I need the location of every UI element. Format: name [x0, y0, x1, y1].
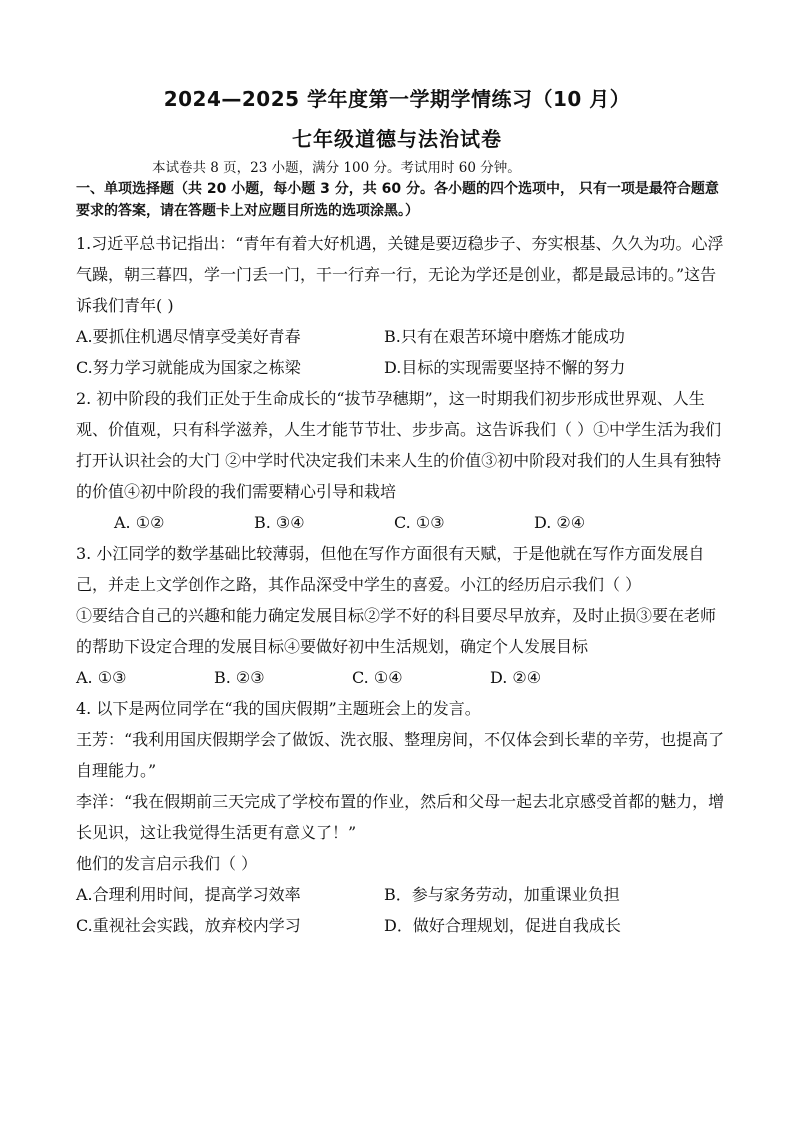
option-a: A.合理利用时间，提高学习效率 [76, 885, 301, 904]
option-c: C. ①④ [352, 668, 403, 687]
option-b: B. ②③ [214, 668, 265, 687]
question-stem: 3. 小江同学的数学基础比较薄弱，但他在写作方面很有天赋，于是他就在写作方面发展自己，并走上文学创作之路，其作品深受中学生的喜爱。小江的经历启示我们（ ） [76, 544, 705, 594]
option-row [76, 879, 726, 910]
option-d: D．做好合理规划，促进自我成长 [384, 916, 621, 935]
question-3 [76, 538, 726, 693]
option-b: B. ③④ [254, 513, 305, 532]
option-row [76, 321, 726, 352]
option-c: C.努力学习就能成为国家之栋梁 [76, 358, 301, 377]
question-quote-liyang: 李洋：“我在假期前三天完成了学校布置的作业，然后和父母一起去北京感受首都的魅力，增长见识，这让我觉得生活更有意义了！” [76, 792, 725, 842]
option-row [76, 507, 726, 538]
option-row [76, 352, 726, 383]
exam-title-line1: 2024—2025 学年度第一学期学情练习（10 月） [163, 87, 631, 111]
section-heading: 一、单项选择题（共 20 小题，每小题 3 分，共 60 分。各小题的四个选项中， 只有一项是最符合题意要求的答案，请在答题卡上对应题目所选的选项涂黑。） [76, 181, 719, 219]
option-d: D.目标的实现需要坚持不懈的努力 [384, 358, 626, 377]
option-b: B．参与家务劳动，加重课业负担 [384, 885, 620, 904]
question-prompt: 他们的发言启示我们（ ） [76, 854, 258, 873]
question-2 [76, 383, 726, 538]
option-c: C. ①③ [394, 513, 445, 532]
option-b: B.只有在艰苦环境中磨炼才能成功 [384, 327, 625, 346]
option-row [76, 910, 726, 941]
option-d: D. ②④ [490, 668, 542, 687]
option-row [76, 662, 726, 693]
question-statements: ①要结合自己的兴趣和能力确定发展目标②学不好的科目要尽早放弃，及时止损③要在老师的帮助下设定合理的发展目标④要做好初中生活规划，确定个人发展目标 [76, 606, 717, 656]
exam-title-line2: 七年级道德与法治试卷 [292, 127, 502, 151]
question-quote-wangfang: 王芳：“我利用国庆假期学会了做饭、洗衣服、整理房间，不仅体会到长辈的辛劳，也提高了自理能力。” [76, 730, 725, 780]
option-d: D. ②④ [534, 513, 586, 532]
option-a: A. ①② [114, 513, 165, 532]
question-stem: 2. 初中阶段的我们正处于生命成长的“拔节孕穗期”，这一时期我们初步形成世界观、人生观、价值观，只有科学滋养，人生才能节节壮、步步高。这告诉我们（ ）①中学生活为我们打开认识社会的大门 ②中学时代决定我们未来人生的价值③初中阶段对我们的人生具有独特的价值④初中阶段的我们需要精心引导和栽培 [76, 389, 722, 501]
option-c: C.重视社会实践，放弃校内学习 [76, 916, 301, 935]
option-a: A. ①③ [76, 668, 127, 687]
question-stem: 1.习近平总书记指出：“青年有着大好机遇，关键是要迈稳步子、夯实根基、久久为功。心浮气躁，朝三暮四，学一门丢一门，干一行弃一行，无论为学还是创业，都是最忌讳的。”这告诉我们青年( ) [76, 234, 724, 315]
questions [76, 228, 726, 941]
exam-meta: 本试卷共 8 页，23 小题，满分 100 分。考试用时 60 分钟。 [152, 160, 521, 176]
question-1 [76, 228, 726, 383]
option-a: A.要抓住机遇尽情享受美好青春 [76, 327, 301, 346]
question-stem: 4. 以下是两位同学在“我的国庆假期”主题班会上的发言。 [76, 699, 481, 718]
question-4 [76, 693, 726, 941]
